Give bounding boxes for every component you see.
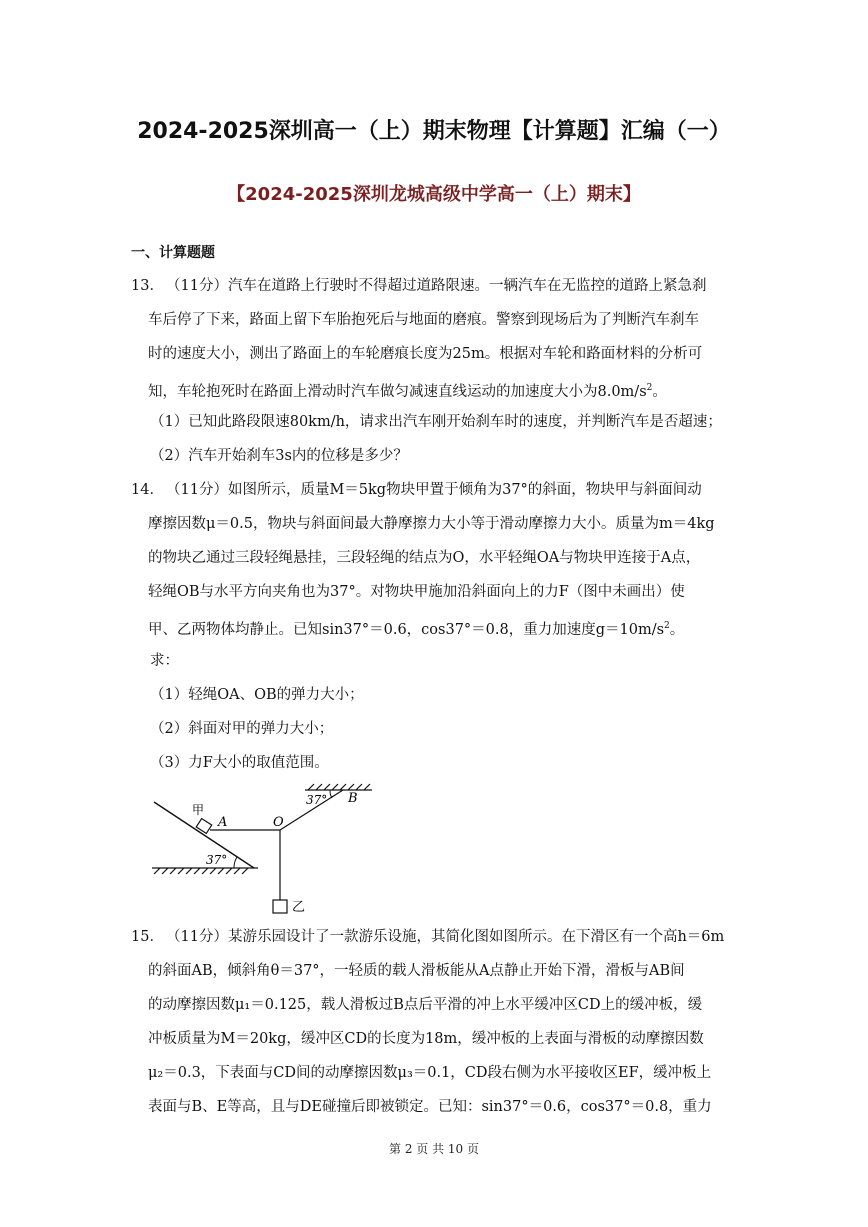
q15-line: 的斜面AB，倾斜角θ＝37°，一轻质的载人滑板能从A点静止开始下滑，滑板与AB间 [148,963,685,979]
label-angle-bottom: 37° [206,853,228,867]
label-point-o: O [273,815,284,830]
q13-line: （11分）汽车在道路上行驶时不得超过道路限速。一辆汽车在无监控的道路上紧急刹 [166,278,707,294]
q15-line: 冲板质量为M＝20kg，缓冲区CD的长度为18m，缓冲板的上表面与滑板的动摩擦因数 [148,1031,704,1047]
q14-subquestion-2: （2）斜面对甲的弹力大小； [150,721,334,737]
label-point-b: B [348,791,358,806]
q15-line: （11分）某游乐园设计了一款游乐设施，其简化图如图所示。在下滑区有一个高h＝6m [166,929,725,945]
q13-subquestion-1: （1）已知此路段限速80km/h，请求出汽车刚开始刹车时的速度，并判断汽车是否超速； [150,414,722,430]
q14-ask: 求： [150,653,179,669]
angle-arc-bottom [234,857,237,868]
label-block-jia: 甲 [192,803,205,817]
q13-subquestion-2: （2）汽车开始刹车3s内的位移是多少？ [150,448,408,464]
page-footer: 第 2 页 共 10 页 [389,1142,479,1156]
label-point-a: A [218,815,228,830]
question-13-number: 13． [131,278,164,294]
q14-line: 的物块乙通过三段轻绳悬挂，三段轻绳的结点为O，水平轻绳OA与物块甲连接于A点， [148,550,701,566]
q13-line: 车后停了下来，路面上留下车胎抱死后与地面的磨痕。警察到现场后为了判断汽车刹车 [148,312,699,328]
question-15-number: 15． [131,929,164,945]
q15-line: 的动摩擦因数μ₁＝0.125，载人滑板过B点后平滑的冲上水平缓冲区CD上的缓冲板，缓 [148,997,703,1013]
angle-arc-top [330,790,332,798]
q13-line: 知，车轮抱死时在路面上滑动时汽车做匀减速直线运动的加速度大小为$8.0m/s^2$。 [148,383,667,400]
q15-line: 表面与B、E等高，且与DE碰撞后即被锁定。已知：sin37°＝0.6，cos37°＝0.8，重力 [148,1099,712,1115]
q14-subquestion-3: （3）力F大小的取值范围。 [150,755,329,771]
q15-line: μ₂＝0.3，下表面与CD间的动摩擦因数μ₃＝0.1，CD段右侧为水平接收区EF，缓冲板上 [148,1065,712,1081]
ground-surface [152,868,258,874]
label-angle-top: 37° [306,793,328,807]
ceiling-support [305,784,372,790]
question-14-number: 14． [131,482,164,498]
block-yi [273,900,287,913]
exam-source-heading: 【2024-2025深圳龙城高级中学高一（上）期末】 [227,184,641,205]
q14-line: 甲、乙两物体均静止。已知sin37°＝0.6，cos37°＝0.8，重力加速度$g=10m/s^2$。 [148,621,685,638]
q13-line: 时的速度大小，测出了路面上的车轮磨痕长度为25m。根据对车轮和路面材料的分析可 [148,346,703,362]
section-heading: 一、计算题题 [131,245,215,261]
q14-line: （11分）如图所示，质量M＝5kg物块甲置于倾角为37°的斜面，物块甲与斜面间动 [166,482,702,498]
q14-subquestion-1: （1）轻绳OA、OB的弹力大小； [150,687,364,703]
document-title: 2024-2025深圳高一（上）期末物理【计算题】汇编（一） [137,119,731,144]
incline-rope-diagram [150,780,390,920]
q14-line: 轻绳OB与水平方向夹角也为37°。对物块甲施加沿斜面向上的力F（图中未画出）使 [148,584,685,600]
label-block-yi: 乙 [292,900,306,915]
q14-line: 摩擦因数μ＝0.5，物块与斜面间最大静摩擦力大小等于滑动摩擦力大小。质量为m＝4kg [148,516,715,532]
